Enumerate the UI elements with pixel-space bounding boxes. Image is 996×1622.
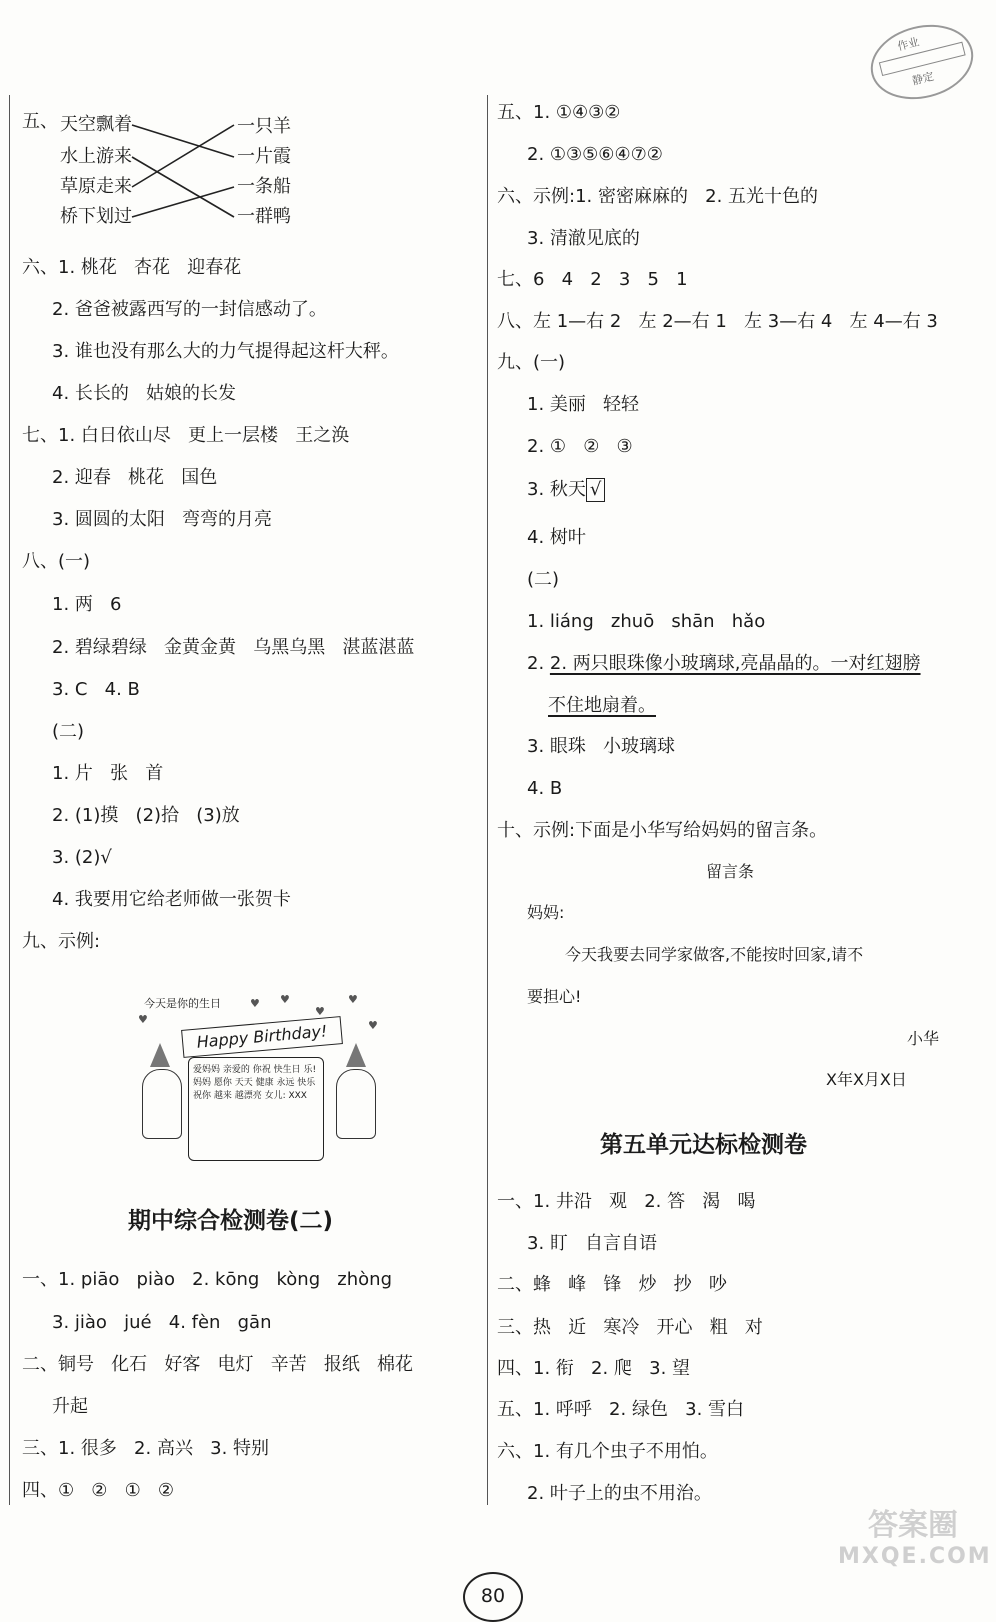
answer-line: 4. 树叶 bbox=[527, 527, 586, 548]
match-right-item: 一片霞 bbox=[237, 146, 291, 167]
match-left-item: 草原走来 bbox=[60, 176, 132, 197]
note-greeting: 妈妈: bbox=[527, 903, 565, 922]
answer-line bbox=[527, 478, 605, 502]
matching-lines bbox=[0, 0, 300, 240]
card-banner: Happy Birthday! bbox=[181, 1016, 343, 1058]
match-left-item: 桥下划过 bbox=[60, 206, 132, 227]
note-title: 留言条 bbox=[706, 862, 755, 881]
answer-line: 四、① ② ① ② bbox=[22, 1480, 175, 1501]
match-left-item: 水上游来 bbox=[60, 146, 132, 167]
answer-line: 2. 2. 两只眼珠像小玻璃球,亮晶晶的。一对红翅膀 bbox=[527, 653, 921, 674]
match-left-item: 天空飘着 bbox=[60, 114, 132, 135]
answer-line: 2. (1)摸 (2)拾 (3)放 bbox=[52, 805, 240, 826]
answer-line: 一、1. piāo piào 2. kōng kòng zhòng bbox=[22, 1269, 392, 1290]
column-divider bbox=[487, 95, 488, 1505]
answer-line: 1. 美丽 轻轻 bbox=[527, 394, 640, 415]
match-line bbox=[132, 125, 234, 187]
answer-line: 1. liáng zhuō shān hǎo bbox=[527, 611, 766, 632]
answer-line: 3. 盯 自言自语 bbox=[527, 1233, 658, 1254]
answer-line: 3. jiào jué 4. fèn gān bbox=[52, 1312, 272, 1333]
underlined-answer: 2. 两只眼珠像小玻璃球,亮晶晶的。一对红翅膀 bbox=[549, 653, 921, 674]
match-line bbox=[132, 187, 234, 217]
answer-line: 2. 爸爸被露西写的一封信感动了。 bbox=[52, 299, 327, 320]
answer-line: 七、6 4 2 3 5 1 bbox=[497, 269, 688, 290]
party-hat-icon bbox=[346, 1043, 366, 1067]
left-margin-rule bbox=[9, 95, 10, 1505]
answer-line: 4. 我要用它给老师做一张贺卡 bbox=[52, 889, 291, 910]
party-hat-icon bbox=[150, 1043, 170, 1067]
answer-line: 五、1. ①④③② bbox=[497, 102, 621, 123]
answer-line: 3. 谁也没有那么大的力气提得起这杆大秤。 bbox=[52, 341, 399, 362]
answer-line: 十、示例:下面是小华写给妈妈的留言条。 bbox=[497, 820, 828, 841]
heart-icon: ♥ bbox=[250, 997, 260, 1010]
watermark-logo bbox=[838, 1500, 992, 1569]
match-right-item: 一条船 bbox=[237, 176, 291, 197]
answer-line: 2. 碧绿碧绿 金黄金黄 乌黑乌黑 湛蓝湛蓝 bbox=[52, 637, 415, 658]
answer-line: 四、1. 衔 2. 爬 3. 望 bbox=[497, 1358, 691, 1379]
heart-icon: ♥ bbox=[138, 1013, 148, 1026]
answer-line: 六、1. 有几个虫子不用怕。 bbox=[497, 1441, 718, 1462]
q5-label: 五、 bbox=[22, 111, 58, 132]
underlined-answer: 不住地扇着。 bbox=[548, 695, 656, 716]
answer-line: 升起 bbox=[52, 1396, 88, 1417]
answer-line: 3. 眼珠 小玻璃球 bbox=[527, 736, 676, 757]
animal-figure-right bbox=[336, 1069, 376, 1139]
note-date: X年X月X日 bbox=[826, 1070, 907, 1089]
autumn-label: 3. 秋天 bbox=[527, 479, 586, 500]
answer-line: 八、(一) bbox=[22, 551, 91, 572]
answer-line: 3. 圆圆的太阳 弯弯的月亮 bbox=[52, 509, 273, 530]
homework-stamp bbox=[863, 14, 981, 109]
birthday-card-illustration bbox=[130, 995, 390, 1170]
page-number: 80 bbox=[463, 1572, 523, 1622]
answer-line: (二) bbox=[52, 721, 85, 742]
heart-icon: ♥ bbox=[368, 1019, 378, 1032]
stamp-bottom-text: 静定 bbox=[910, 69, 936, 88]
answer-line: 九、(一) bbox=[497, 352, 566, 373]
answer-line: 八、左 1—右 2 左 2—右 1 左 3—右 4 左 4—右 3 bbox=[497, 311, 938, 332]
match-right-item: 一只羊 bbox=[237, 116, 291, 137]
section-title: 第五单元达标检测卷 bbox=[600, 1132, 807, 1158]
answer-line: 六、1. 桃花 杏花 迎春花 bbox=[22, 257, 242, 278]
answer-line: 二、蜂 峰 锋 炒 抄 吵 bbox=[497, 1274, 727, 1295]
answer-line: 2. 迎春 桃花 国色 bbox=[52, 467, 218, 488]
answer-line: 2. 叶子上的虫不用治。 bbox=[527, 1483, 712, 1504]
answer-line: 3. 清澈见底的 bbox=[527, 228, 640, 249]
answer-line: 九、示例: bbox=[22, 931, 101, 952]
answer-line: 2. ① ② ③ bbox=[527, 436, 633, 457]
section-title: 期中综合检测卷(二) bbox=[128, 1208, 334, 1234]
heart-icon: ♥ bbox=[348, 993, 358, 1006]
answer-line bbox=[548, 694, 656, 718]
answer-line: 4. 长长的 姑娘的长发 bbox=[52, 383, 237, 404]
answer-line: (二) bbox=[527, 569, 560, 590]
answer-line: 六、示例:1. 密密麻麻的 2. 五光十色的 bbox=[497, 186, 819, 207]
card-message: 爱妈妈 亲爱的 你祝 快生日 乐! 妈妈 愿你 天天 健康 永远 快乐 祝你 越来 越漂亮 女儿: XXX bbox=[188, 1057, 324, 1161]
heart-icon: ♥ bbox=[315, 1005, 325, 1018]
animal-figure-left bbox=[142, 1069, 182, 1139]
match-line bbox=[132, 125, 234, 157]
answer-line: 2. ①③⑤⑥④⑦② bbox=[527, 144, 663, 165]
watermark-text: 答案圈 bbox=[868, 1508, 958, 1543]
note-body: 今天我要去同学家做客,不能按时回家,请不 bbox=[565, 945, 864, 964]
answer-line: 4. B bbox=[527, 778, 563, 799]
answer-line: 1. 片 张 首 bbox=[52, 763, 164, 784]
answer-line: 一、1. 井沿 观 2. 答 渴 喝 bbox=[497, 1191, 756, 1212]
answer-line: 七、1. 白日依山尽 更上一层楼 王之涣 bbox=[22, 425, 350, 446]
answer-line: 三、热 近 寒冷 开心 粗 对 bbox=[497, 1317, 763, 1338]
card-caption: 今天是你的生日 bbox=[144, 997, 221, 1010]
note-body: 要担心! bbox=[527, 987, 582, 1006]
match-right-item: 一群鸭 bbox=[237, 206, 291, 227]
heart-icon: ♥ bbox=[280, 993, 290, 1006]
answer-line: 五、1. 呼呼 2. 绿色 3. 雪白 bbox=[497, 1399, 745, 1420]
note-signature: 小华 bbox=[907, 1029, 940, 1048]
answer-line: 三、1. 很多 2. 高兴 3. 特别 bbox=[22, 1438, 270, 1459]
answer-line: 二、铜号 化石 好客 电灯 辛苦 报纸 棉花 bbox=[22, 1354, 413, 1375]
answer-line: 1. 两 6 bbox=[52, 594, 122, 615]
watermark-url: MXQE.COM bbox=[838, 1544, 992, 1569]
stamp-top-text: 作业 bbox=[896, 35, 921, 54]
check-box: √ bbox=[586, 478, 605, 502]
answer-line: 3. (2)√ bbox=[52, 847, 112, 868]
answer-line: 3. C 4. B bbox=[52, 679, 140, 700]
match-line bbox=[132, 157, 234, 217]
